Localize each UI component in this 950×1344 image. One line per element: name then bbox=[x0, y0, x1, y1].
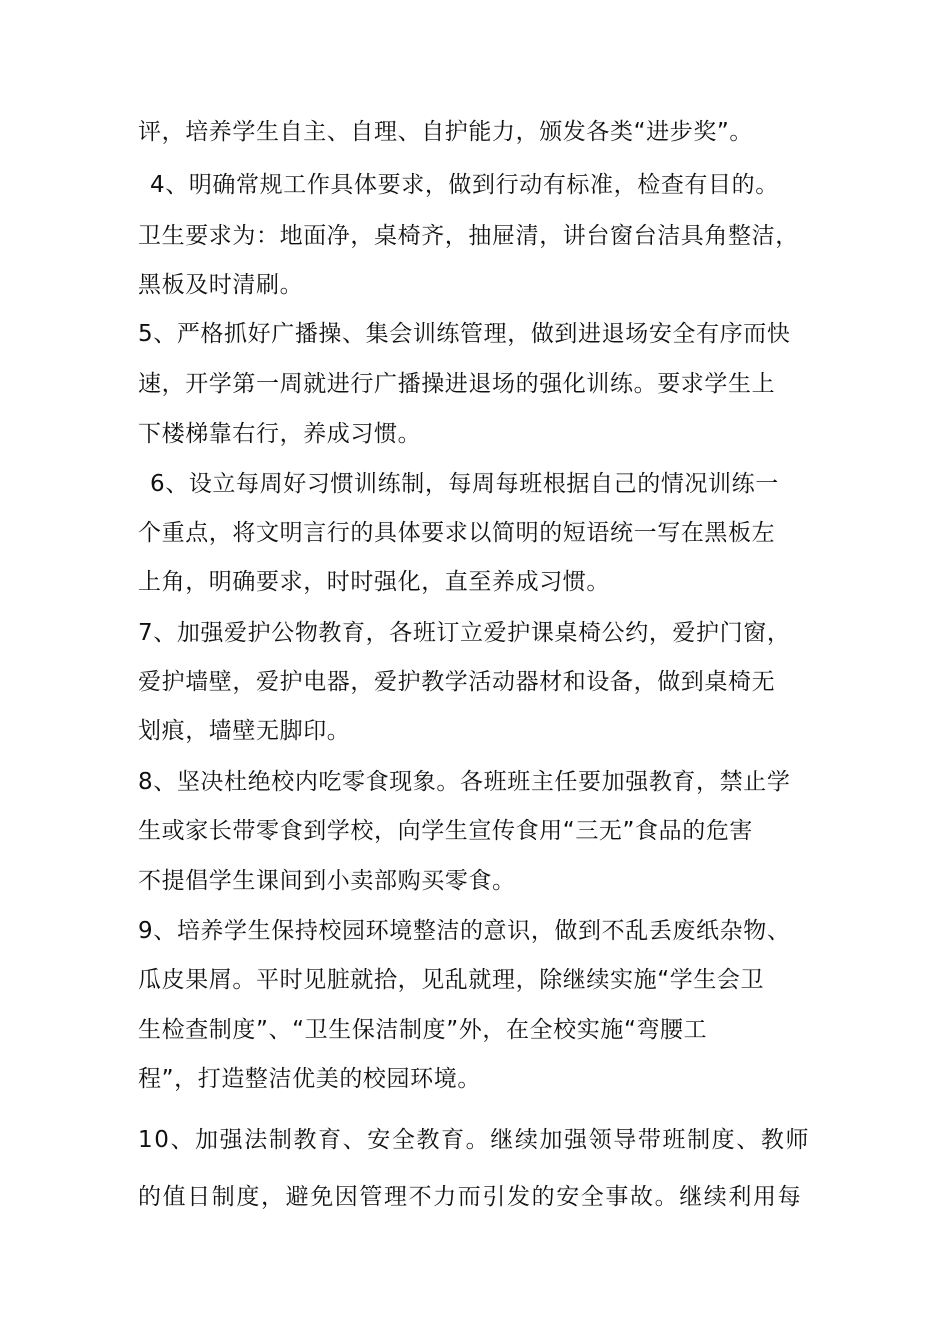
text-line: 不提倡学生课间到小卖部购买零食。 bbox=[138, 868, 516, 894]
text-line: 划痕，墙壁无脚印。 bbox=[138, 718, 351, 744]
text-line: 速，开学第一周就进行广播操进退场的强化训练。要求学生上 bbox=[138, 371, 776, 397]
text-line: 评，培养学生自主、自理、自护能力，颁发各类“进步奖”。 bbox=[138, 119, 754, 145]
text-line: 7、加强爱护公物教育，各班订立爱护课桌椅公约，爱护门窗， bbox=[138, 620, 791, 646]
text-line: 5、严格抓好广播操、集会训练管理，做到进退场安全有序而快 bbox=[138, 321, 791, 347]
text-line: 4、明确常规工作具体要求，做到行动有标准，检查有目的。 bbox=[150, 172, 779, 198]
text-line: 生或家长带零食到学校，向学生宣传食用“三无”食品的危害 bbox=[138, 818, 754, 844]
text-line: 10、加强法制教育、安全教育。继续加强领导带班制度、教师 bbox=[138, 1127, 811, 1153]
text-line: 个重点，将文明言行的具体要求以简明的短语统一写在黑板左 bbox=[138, 520, 776, 546]
text-line: 9、培养学生保持校园环境整洁的意识，做到不乱丢废纸杂物、 bbox=[138, 918, 791, 944]
text-line: 卫生要求为：地面净，桌椅齐，抽屉清，讲台窗台洁具角整洁， bbox=[138, 223, 799, 249]
text-line: 生检查制度”、“卫生保洁制度”外，在全校实施“弯腰工 bbox=[138, 1017, 708, 1043]
text-line: 的值日制度，避免因管理不力而引发的安全事故。继续利用每 bbox=[138, 1184, 803, 1210]
text-line: 上角，明确要求，时时强化，直至养成习惯。 bbox=[138, 569, 610, 595]
text-line: 6、设立每周好习惯训练制，每周每班根据自己的情况训练一 bbox=[150, 471, 779, 497]
text-line: 瓜皮果屑。平时见脏就拾，见乱就理，除继续实施“学生会卫 bbox=[138, 967, 765, 993]
text-line: 程”，打造整洁优美的校园环境。 bbox=[138, 1066, 481, 1092]
text-line: 爱护墙壁，爱护电器，爱护教学活动器材和设备，做到桌椅无 bbox=[138, 669, 776, 695]
text-line: 8、坚决杜绝校内吃零食现象。各班班主任要加强教育，禁止学 bbox=[138, 769, 791, 795]
text-line: 黑板及时清刷。 bbox=[138, 272, 304, 298]
text-line: 下楼梯靠右行，养成习惯。 bbox=[138, 421, 422, 447]
